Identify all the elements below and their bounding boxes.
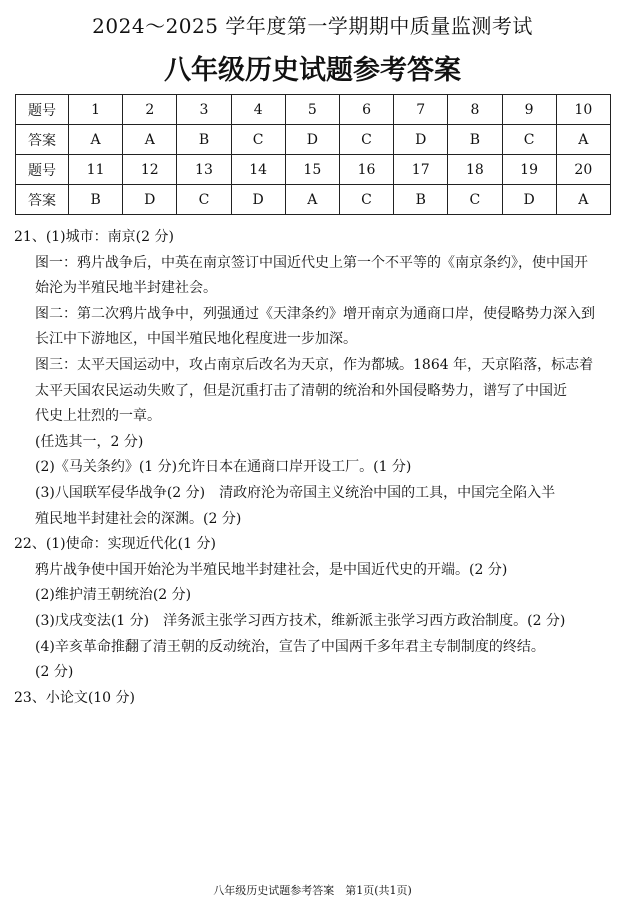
q22-text-line: (2 分) — [35, 664, 74, 681]
question-number-cell: 6 — [339, 95, 393, 125]
row-label-cell: 答案 — [16, 185, 69, 215]
q21-text-line: (2)《马关条约》(1 分)允许日本在通商口岸开设工厂。(1 分) — [35, 459, 412, 476]
question-number-cell: 7 — [394, 95, 448, 125]
q21-text-line: 代史上壮烈的一章。 — [35, 408, 161, 425]
answer-cell: C — [339, 185, 393, 215]
answer-table-row — [16, 125, 611, 155]
question-number-cell: 8 — [448, 95, 502, 125]
answer-body — [14, 225, 614, 711]
question-23-section — [14, 686, 614, 712]
q21-text-line: 殖民地半封建社会的深渊。(2 分) — [35, 510, 242, 527]
answer-cell: C — [177, 185, 231, 215]
answer-table-row — [16, 155, 611, 185]
q21-heading: 21、(1)城市：南京(2 分) — [14, 229, 174, 245]
question-number-cell: 17 — [394, 155, 448, 185]
answer-cell: D — [285, 125, 339, 155]
question-number-cell: 12 — [123, 155, 177, 185]
q21-text-line: 始沦为半殖民地半封建社会。 — [35, 280, 217, 297]
answer-cell: A — [556, 185, 610, 215]
q21-text-line: 图二：第二次鸦片战争中，列强通过《天津条约》增开南京为通商口岸，使侵略势力深入到 — [35, 305, 595, 322]
question-number-cell: 4 — [231, 95, 285, 125]
answer-cell: C — [448, 185, 502, 215]
question-number-cell: 9 — [502, 95, 556, 125]
q21-text-line: 图三：太平天国运动中，攻占南京后改名为天京，作为都城。1864 年，天京陷落，标志着 — [35, 356, 594, 373]
question-number-cell: 14 — [231, 155, 285, 185]
question-number-cell: 5 — [285, 95, 339, 125]
q21-text-line: 长江中下游地区，中国半殖民地化程度进一步加深。 — [35, 331, 357, 348]
exam-title: 2024～2025 学年度第一学期期中质量监测考试 — [92, 14, 533, 38]
q23-heading: 23、小论文(10 分) — [14, 689, 136, 706]
question-number-cell: 20 — [556, 155, 610, 185]
question-number-cell: 13 — [177, 155, 231, 185]
answer-cell: B — [448, 125, 502, 155]
answer-table — [15, 94, 611, 215]
question-number-cell: 2 — [123, 95, 177, 125]
q21-text-line: (任选其一，2 分) — [35, 433, 144, 450]
q21-text-line: 太平天国农民运动失败了，但是沉重打击了清朝的统治和外国侵略势力，谱写了中国近 — [35, 382, 567, 399]
question-21-section — [14, 225, 614, 532]
row-label-cell: 题号 — [16, 155, 69, 185]
question-number-cell: 19 — [502, 155, 556, 185]
q21-text-line: 图一：鸦片战争后，中英在南京签订中国近代史上第一个不平等的《南京条约》，使中国开 — [35, 254, 588, 271]
answer-cell: A — [123, 125, 177, 155]
question-22-section — [14, 532, 614, 686]
answer-table-row — [16, 95, 611, 125]
question-number-cell: 1 — [69, 95, 123, 125]
row-label-cell: 题号 — [16, 95, 69, 125]
row-label-cell: 答案 — [16, 125, 69, 155]
answer-cell: B — [394, 185, 448, 215]
answer-cell: D — [231, 185, 285, 215]
q22-text-line: (4)辛亥革命推翻了清王朝的反动统治，宣告了中国两千多年君主专制制度的终结。 — [35, 638, 545, 655]
q22-text-line: 鸦片战争使中国开始沦为半殖民地半封建社会，是中国近代史的开端。(2 分) — [35, 561, 508, 578]
question-number-cell: 15 — [285, 155, 339, 185]
question-number-cell: 16 — [339, 155, 393, 185]
question-number-cell: 10 — [556, 95, 610, 125]
page-footer: 八年级历史试题参考答案 第1页(共1页) — [213, 884, 412, 897]
answer-cell: A — [69, 125, 123, 155]
answer-cell: A — [285, 185, 339, 215]
q22-text-line: (3)戊戌变法(1 分) 洋务派主张学习西方技术，维新派主张学习西方政治制度。(2 分) — [35, 612, 566, 629]
answer-cell: A — [556, 125, 610, 155]
answer-cell: D — [123, 185, 177, 215]
q21-text-line: (3)八国联军侵华战争(2 分) 清政府沦为帝国主义统治中国的工具，中国完全陷入半 — [35, 484, 556, 501]
answer-cell: B — [69, 185, 123, 215]
answer-cell: C — [231, 125, 285, 155]
answer-table-row — [16, 185, 611, 215]
q22-text-line: (2)维护清王朝统治(2 分) — [35, 587, 192, 604]
question-number-cell: 3 — [177, 95, 231, 125]
answer-cell: B — [177, 125, 231, 155]
answer-cell: C — [502, 125, 556, 155]
question-number-cell: 11 — [69, 155, 123, 185]
answer-cell: D — [394, 125, 448, 155]
document-title: 八年级历史试题参考答案 — [164, 55, 461, 86]
answer-cell: C — [339, 125, 393, 155]
answer-cell: D — [502, 185, 556, 215]
question-number-cell: 18 — [448, 155, 502, 185]
q22-heading: 22、(1)使命：实现近代化(1 分) — [14, 536, 216, 553]
